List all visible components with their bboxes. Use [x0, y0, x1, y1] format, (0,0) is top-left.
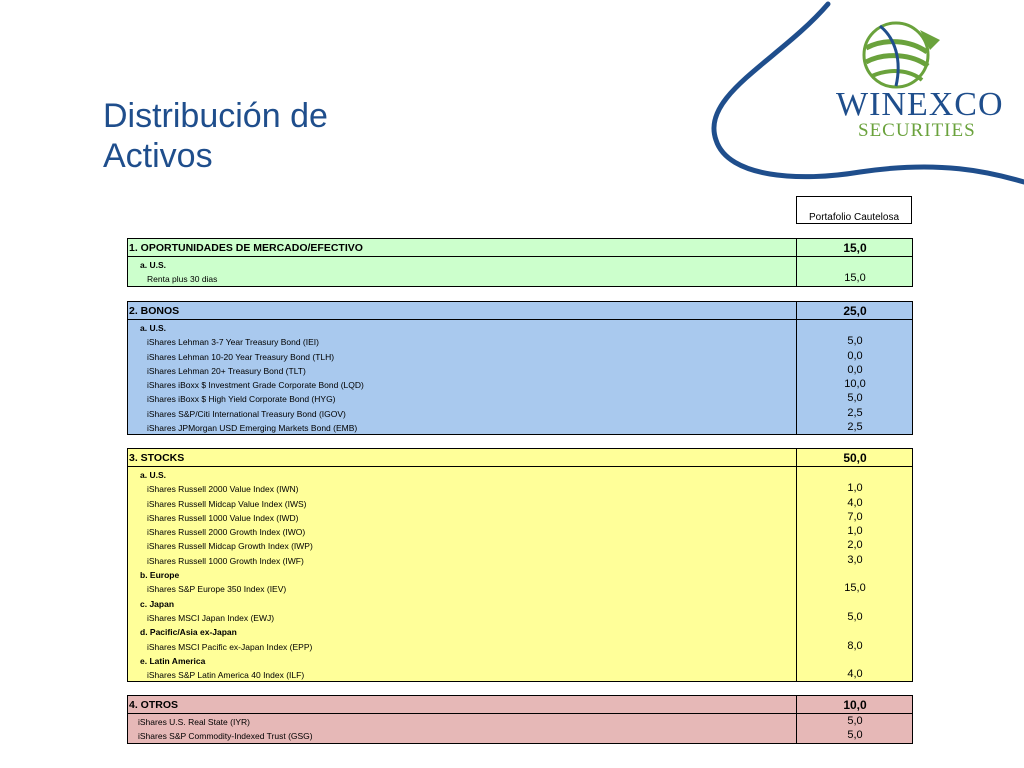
allocation-value: 2,0: [847, 539, 863, 552]
allocation-value: 8,0: [847, 639, 863, 652]
section-label: 4. OTROS: [129, 699, 179, 711]
allocation-value: 1,0: [847, 525, 863, 538]
fund-name: iShares S&P Europe 350 Index (IEV): [147, 584, 287, 595]
section-header: [128, 449, 912, 467]
logo-name: WINEXCO: [836, 86, 1004, 123]
allocation-value: 10,0: [844, 378, 866, 391]
table-row: [128, 271, 912, 285]
region-label: d. Pacific/Asia ex-Japan: [140, 627, 237, 638]
allocation-value: 5,0: [847, 729, 863, 742]
fund-name: iShares Russell 2000 Value Index (IWN): [147, 484, 299, 495]
region-label: c. Japan: [140, 598, 175, 609]
region-label: b. Europe: [140, 570, 180, 581]
fund-name: iShares Russell Midcap Growth Index (IWP): [147, 541, 313, 552]
fund-name: iShares Russell Midcap Value Index (IWS): [147, 498, 307, 509]
fund-name: iShares S&P/Citi International Treasury Bond (IGOV): [147, 408, 346, 419]
table-row: [128, 728, 912, 742]
allocation-value: 2,5: [847, 421, 863, 434]
region-label: a. U.S.: [140, 323, 166, 333]
fund-name: iShares Lehman 10-20 Year Treasury Bond (TLH): [147, 351, 335, 362]
table-row: [128, 377, 912, 391]
section-total: 50,0: [843, 451, 867, 465]
allocation-value: 7,0: [847, 510, 863, 523]
table-row: [128, 349, 912, 363]
table-section: [127, 695, 913, 744]
fund-name: iShares iBoxx $ High Yield Corporate Bond (HYG): [147, 394, 336, 405]
fund-name: iShares Russell 1000 Growth Index (IWF): [147, 555, 304, 566]
table-row: [128, 467, 912, 481]
fund-name: iShares MSCI Pacific ex-Japan Index (EPP): [147, 641, 313, 652]
allocation-value: 0,0: [847, 363, 863, 376]
column-header: Portafolio Cautelosa: [796, 196, 912, 224]
table-row: [128, 320, 912, 334]
logo-tagline: SECURITIES: [858, 120, 976, 141]
section-label: 1. OPORTUNIDADES DE MERCADO/EFECTIVO: [129, 242, 363, 254]
fund-name: iShares Russell 2000 Growth Index (IWO): [147, 527, 306, 538]
fund-name: iShares JPMorgan USD Emerging Markets Bond (EMB): [147, 423, 358, 434]
fund-name: iShares S&P Commodity-Indexed Trust (GSG): [138, 731, 313, 742]
table-row: [128, 553, 912, 567]
fund-name: iShares Lehman 20+ Treasury Bond (TLT): [147, 365, 306, 376]
table-row: [128, 524, 912, 538]
allocation-value: 5,0: [847, 335, 863, 348]
fund-name: iShares MSCI Japan Index (EWJ): [147, 612, 275, 623]
table-row: [128, 538, 912, 552]
fund-name: iShares iBoxx $ Investment Grade Corporate Bond (LQD): [147, 380, 364, 391]
allocation-value: 3,0: [847, 553, 863, 566]
table-row: [128, 667, 912, 681]
allocation-value: 15,0: [844, 582, 866, 595]
section-label: 3. STOCKS: [129, 452, 185, 464]
table-row: [128, 610, 912, 624]
region-label: e. Latin America: [140, 655, 206, 666]
section-total: 15,0: [843, 241, 867, 255]
table-row: [128, 714, 912, 728]
table-row: [128, 257, 912, 271]
table-row: [128, 496, 912, 510]
table-row: [128, 596, 912, 610]
table-row: [128, 420, 912, 434]
allocation-value: 15,0: [844, 272, 866, 285]
table-row: [128, 653, 912, 667]
table-section: [127, 301, 913, 435]
region-label: a. U.S.: [140, 260, 166, 270]
fund-name: iShares Russell 1000 Value Index (IWD): [147, 512, 299, 523]
page-title: [103, 96, 328, 176]
section-total: 10,0: [843, 698, 867, 712]
table-row: [128, 639, 912, 653]
table-row: [128, 406, 912, 420]
page-title-line1: Distribución de: [103, 97, 328, 135]
allocation-value: 5,0: [847, 392, 863, 405]
section-label: 2. BONOS: [129, 305, 180, 317]
fund-name: iShares S&P Latin America 40 Index (ILF): [147, 670, 305, 681]
table-section: [127, 448, 913, 682]
table-row: [128, 510, 912, 524]
table-row: [128, 624, 912, 638]
region-label: a. U.S.: [140, 470, 166, 480]
fund-name: iShares Lehman 3-7 Year Treasury Bond (IEI): [147, 337, 319, 348]
allocation-value: 4,0: [847, 668, 863, 681]
allocation-value: 5,0: [847, 715, 863, 727]
table-section: [127, 238, 913, 287]
allocation-value: 0,0: [847, 349, 863, 362]
page-title-line2: Activos: [103, 137, 213, 175]
section-header: [128, 239, 912, 257]
section-header: [128, 696, 912, 714]
globe-icon: [864, 23, 940, 87]
table-row: [128, 391, 912, 405]
allocation-value: 5,0: [847, 610, 863, 623]
table-row: [128, 581, 912, 595]
allocation-value: 1,0: [847, 482, 863, 495]
fund-name: Renta plus 30 dias: [147, 274, 218, 285]
table-row: [128, 363, 912, 377]
section-header: [128, 302, 912, 320]
table-row: [128, 567, 912, 581]
fund-name: iShares U.S. Real State (IYR): [138, 717, 250, 727]
table-row: [128, 334, 912, 348]
section-total: 25,0: [843, 304, 867, 318]
allocation-value: 2,5: [847, 406, 863, 419]
allocation-value: 4,0: [847, 496, 863, 509]
table-row: [128, 481, 912, 495]
